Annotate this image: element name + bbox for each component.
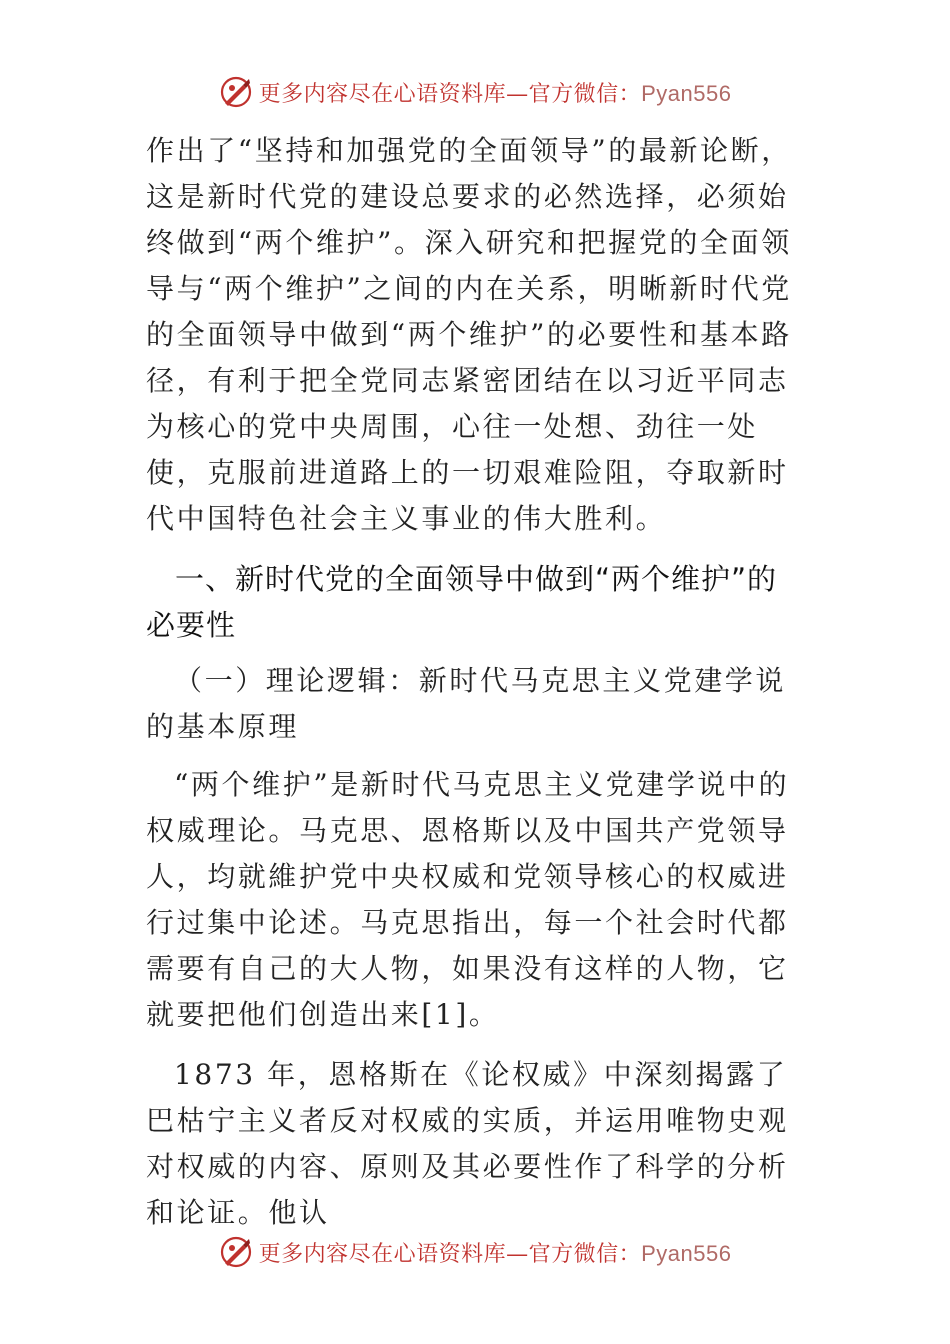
pen-logo-icon: [219, 1235, 253, 1269]
section-heading: 一、新时代党的全面领导中做到“两个维护”的必要性: [146, 562, 778, 642]
header-banner: [0, 72, 950, 112]
wechat-id: Pyan556: [641, 80, 732, 106]
intro-paragraph: 作出了“坚持和加强党的全面领导”的最新论断，这是新时代党的建设总要求的必然选择，必须始终做到“两个维护”。深入研究和把握党的全面领导与“两个维护”之间的内在关系，明晰新时代党的全面领导中做到“两个维护”的必要性和基本路径，有利于把全党同志紧密团结在以习近平同志为核心的党中央周围，心往一处想、劲往一处使，克服前进道路上的一切艰难险阻，夺取新时代中国特色社会主义事业的伟大胜利。: [146, 134, 792, 535]
document-body: [146, 128, 806, 1236]
footer-banner: [0, 1232, 950, 1272]
subsection-heading: （一）理论逻辑：新时代马克思主义党建学说的基本原理: [146, 664, 787, 743]
body-paragraph-2: 1873 年，恩格斯在《论权威》中深刻揭露了巴枯宁主义者反对权威的实质，并运用唯物史观对权威的内容、原则及其必要性作了科学的分析和论证。他认: [146, 1058, 789, 1229]
wechat-id: Pyan556: [641, 1240, 732, 1266]
banner-text: 更多内容尽在心语资料库—官方微信：Pyan556: [258, 1240, 732, 1267]
body-paragraph-1: “两个维护”是新时代马克思主义党建学说中的权威理论。马克思、恩格斯以及中国共产党领导人，均就維护党中央权威和党领导核心的权威进行过集中论述。马克思指出，每一个社会时代都需要有自己的大人物，如果没有这样的人物，它就要把他们创造出来[1]。: [146, 768, 790, 1031]
pen-logo-icon: [219, 75, 253, 109]
banner-text: 更多内容尽在心语资料库—官方微信：Pyan556: [258, 80, 732, 107]
